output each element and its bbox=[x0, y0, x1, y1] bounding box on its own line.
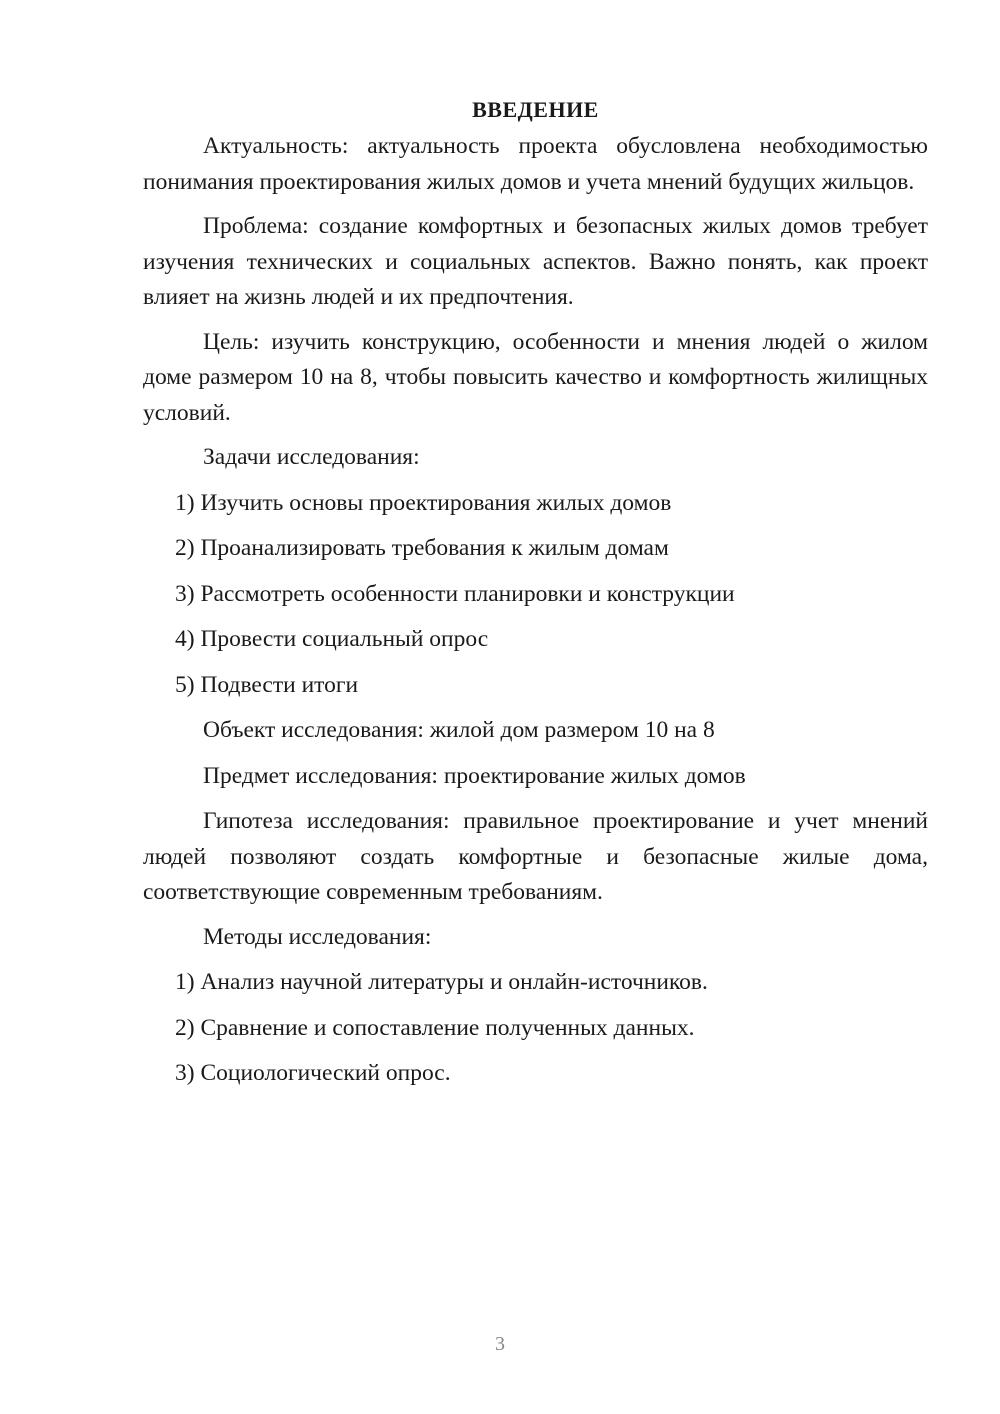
list-item: 1) Изучить основы проектирования жилых домов bbox=[175, 489, 672, 516]
goal-paragraph: Цель: изучить конструкцию, особенности и мнения людей о жилом доме размером 10 на 8, чтобы повысить качество и комфортность жилищных условий. bbox=[143, 328, 928, 426]
list-item: 1) Анализ научной литературы и онлайн-источников. bbox=[175, 969, 708, 995]
tasks-list bbox=[143, 486, 928, 704]
page-title: ВВЕДЕНИЕ bbox=[472, 97, 599, 122]
list-item: 3) Рассмотреть особенности планировки и конструкции bbox=[175, 580, 735, 607]
research-subject: Предмет исследования: проектирование жилых домов bbox=[203, 762, 746, 789]
hypothesis-paragraph: Гипотеза исследования: правильное проектирование и учет мнений людей позволяют создать комфортные и безопасные жилые дома, соответствующие современным требованиям. bbox=[143, 808, 928, 905]
document-page bbox=[143, 95, 928, 1102]
research-object: Объект исследования: жилой дом размером 10 на 8 bbox=[203, 717, 715, 743]
list-item: 4) Провести социальный опрос bbox=[175, 626, 489, 652]
list-item: 2) Сравнение и сопоставление полученных данных. bbox=[175, 1014, 695, 1041]
page-number: 3 bbox=[495, 1333, 505, 1355]
methods-list bbox=[143, 965, 928, 1092]
list-item: 5) Подвести итоги bbox=[175, 671, 359, 698]
problem-paragraph: Проблема: создание комфортных и безопасных жилых домов требует изучения технических и социальных аспектов. Важно понять, как проект влияет на жизнь людей и их предпочтения. bbox=[143, 213, 928, 310]
list-item: 2) Проанализировать требования к жилым домам bbox=[175, 535, 669, 561]
tasks-heading: Задачи исследования: bbox=[203, 444, 420, 470]
relevance-paragraph: Актуальность: актуальность проекта обусловлена необходимостью понимания проектирования жилых домов и учета мнений будущих жильцов. bbox=[143, 133, 928, 195]
methods-heading: Методы исследования: bbox=[203, 923, 432, 950]
list-item: 3) Социологический опрос. bbox=[175, 1060, 451, 1086]
